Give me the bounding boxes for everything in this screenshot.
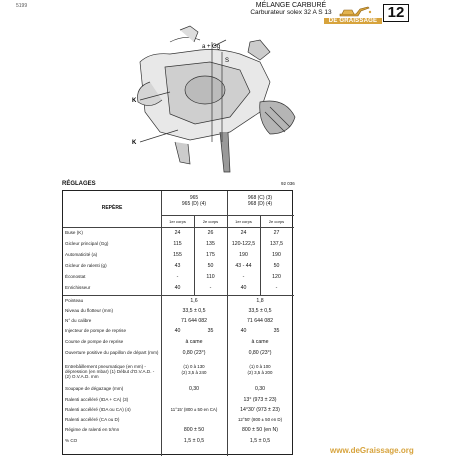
row-label: Niveau du flotteur (mm) bbox=[65, 308, 113, 313]
corps-header-4: 2e corps bbox=[268, 219, 285, 224]
group-968-line2: 968 (D) (4) bbox=[247, 201, 273, 207]
table-cell: 12°50' (800 ± 50 en D) bbox=[237, 417, 283, 422]
group-965-header bbox=[161, 195, 227, 207]
title-line-1: MÉLANGE CARBURÉ bbox=[255, 2, 327, 9]
table-cell: - bbox=[242, 274, 245, 280]
row-label: Course de pompe de reprise bbox=[65, 339, 124, 344]
table-cell: 1,6 bbox=[190, 298, 198, 304]
title-line-2: Carburateur solex 32 A S 13 bbox=[250, 9, 332, 16]
table-cell: 137,5 bbox=[270, 241, 283, 247]
group-968-line1: 968 (C) (3) bbox=[247, 195, 273, 201]
row-label: Soupape de dégazage (mm) bbox=[65, 386, 124, 391]
repere-header: REPÈRE bbox=[101, 205, 123, 211]
label-s: S bbox=[225, 58, 230, 64]
table-cell: 115 bbox=[173, 241, 182, 247]
reglages-table bbox=[62, 190, 293, 455]
table-cell: 50 bbox=[273, 263, 280, 269]
table-cell: 24 bbox=[174, 230, 181, 236]
table-cell: 71 644 082 bbox=[247, 318, 273, 324]
row-label: Ralenti accéléré (IDA + CA) (3) bbox=[65, 397, 129, 402]
row-label: Automaticité (a) bbox=[65, 252, 98, 257]
row-label: Régime de ralenti en tr/mn bbox=[65, 427, 120, 432]
table-cell: 0,30 bbox=[254, 386, 266, 392]
table-cell: - bbox=[275, 285, 278, 291]
table-cell: 35 bbox=[207, 328, 214, 334]
table-cell: 135 bbox=[206, 241, 215, 247]
row-label: Injecteur de pompe de reprise bbox=[65, 328, 127, 333]
photo-reference: 92 036 bbox=[281, 181, 295, 186]
label-k-2: K bbox=[132, 140, 137, 146]
table-cell: (1) 0 à 100 (2) 3,5 à 200 bbox=[247, 364, 273, 375]
table-cell: 190 bbox=[239, 252, 248, 258]
row-label: Entrebâillement pneumatique (en mm) - dépression (en mbar) (1) Début d'O.V.A.D. - (2) O.V.A.D. mm bbox=[65, 364, 155, 379]
row-label: Buse (K) bbox=[65, 230, 83, 235]
row-label: % CO bbox=[65, 438, 78, 443]
row-label: Gicleur principal (Gg) bbox=[65, 241, 109, 246]
row-label: N° du calibre bbox=[65, 318, 92, 323]
logo-text: DE GRAISSAGE bbox=[324, 18, 382, 24]
table-cell: 40 bbox=[174, 285, 181, 291]
grid-line bbox=[63, 227, 294, 228]
table-cell: 26 bbox=[207, 230, 214, 236]
table-cell: 11°15' (800 ± 50 en CA) bbox=[170, 407, 218, 412]
table-cell: 120 bbox=[272, 274, 281, 280]
oil-can-logo bbox=[324, 4, 380, 28]
table-cell: 40 bbox=[174, 328, 181, 334]
table-cell: 40 bbox=[240, 285, 247, 291]
table-cell: 190 bbox=[272, 252, 281, 258]
table-cell: 35 bbox=[273, 328, 280, 334]
table-cell: - bbox=[209, 285, 212, 291]
table-cell: 13° (973 ± 23) bbox=[243, 397, 277, 403]
corps-header-3: 1er corps bbox=[235, 219, 252, 224]
oil-can-icon bbox=[334, 4, 374, 18]
row-label: Ralenti accéléré (CA ou D) bbox=[65, 417, 120, 422]
table-cell: 800 ± 50 bbox=[183, 427, 205, 433]
watermark: www.deGraissage.org bbox=[330, 446, 414, 455]
label-k-1: K bbox=[132, 98, 137, 104]
table-cell: 50 bbox=[207, 263, 214, 269]
table-cell: 14°30' (973 ± 23) bbox=[240, 407, 280, 413]
row-label: Enrichisseur bbox=[65, 285, 91, 290]
table-cell: 40 bbox=[240, 328, 247, 334]
table-cell: 43 - 44 bbox=[235, 263, 252, 269]
page-number: 5199 bbox=[16, 3, 28, 9]
row-label: Éconostat bbox=[65, 274, 86, 279]
grid-line bbox=[63, 295, 294, 296]
section-number: 12 bbox=[383, 4, 409, 22]
group-965-line1: 965 bbox=[189, 195, 199, 201]
table-cell: 155 bbox=[173, 252, 182, 258]
table-cell: 0,80 (23°) bbox=[182, 350, 206, 356]
table-cell: 800 ± 50 (en N) bbox=[241, 427, 278, 433]
table-cell: 120-122,5 bbox=[231, 241, 256, 247]
table-cell: 1,5 ± 0,5 bbox=[183, 438, 205, 444]
reglages-title: RÉGLAGES bbox=[62, 181, 96, 187]
table-cell: 43 bbox=[174, 263, 181, 269]
corps-header-1: 1er corps bbox=[169, 219, 186, 224]
table-cell: 24 bbox=[240, 230, 247, 236]
label-a-gg: a + Gg bbox=[202, 44, 221, 50]
row-label: Ralenti accéléré (IDA ou CA) (4) bbox=[65, 407, 131, 412]
group-965-line2: 965 (D) (4) bbox=[181, 201, 207, 207]
group-968-header bbox=[227, 195, 293, 207]
row-label: Pointeau bbox=[65, 298, 84, 303]
row-label: Ouverture positive du papillon de départ (mm) bbox=[65, 350, 159, 355]
table-cell: 27 bbox=[273, 230, 280, 236]
corps-header-2: 2e corps bbox=[202, 219, 219, 224]
table-cell: à came bbox=[251, 339, 269, 345]
table-cell: 0,80 (23°) bbox=[248, 350, 272, 356]
table-cell: 33,5 ± 0,5 bbox=[248, 308, 272, 314]
carburettor-drawing bbox=[110, 22, 310, 182]
table-cell: (1) 0 à 130 (2) 3,5 à 240 bbox=[181, 364, 207, 375]
row-label: Gicleur de ralenti (g) bbox=[65, 263, 107, 268]
table-cell: - bbox=[176, 274, 179, 280]
table-cell: 71 644 082 bbox=[181, 318, 207, 324]
table-cell: à came bbox=[185, 339, 203, 345]
table-cell: 33,5 ± 0,5 bbox=[182, 308, 206, 314]
table-cell: 0,30 bbox=[188, 386, 200, 392]
table-cell: 1,5 ± 0,5 bbox=[249, 438, 271, 444]
table-cell: 110 bbox=[206, 274, 215, 280]
table-cell: 175 bbox=[206, 252, 215, 258]
grid-line bbox=[161, 215, 294, 216]
table-cell: 1,8 bbox=[256, 298, 264, 304]
